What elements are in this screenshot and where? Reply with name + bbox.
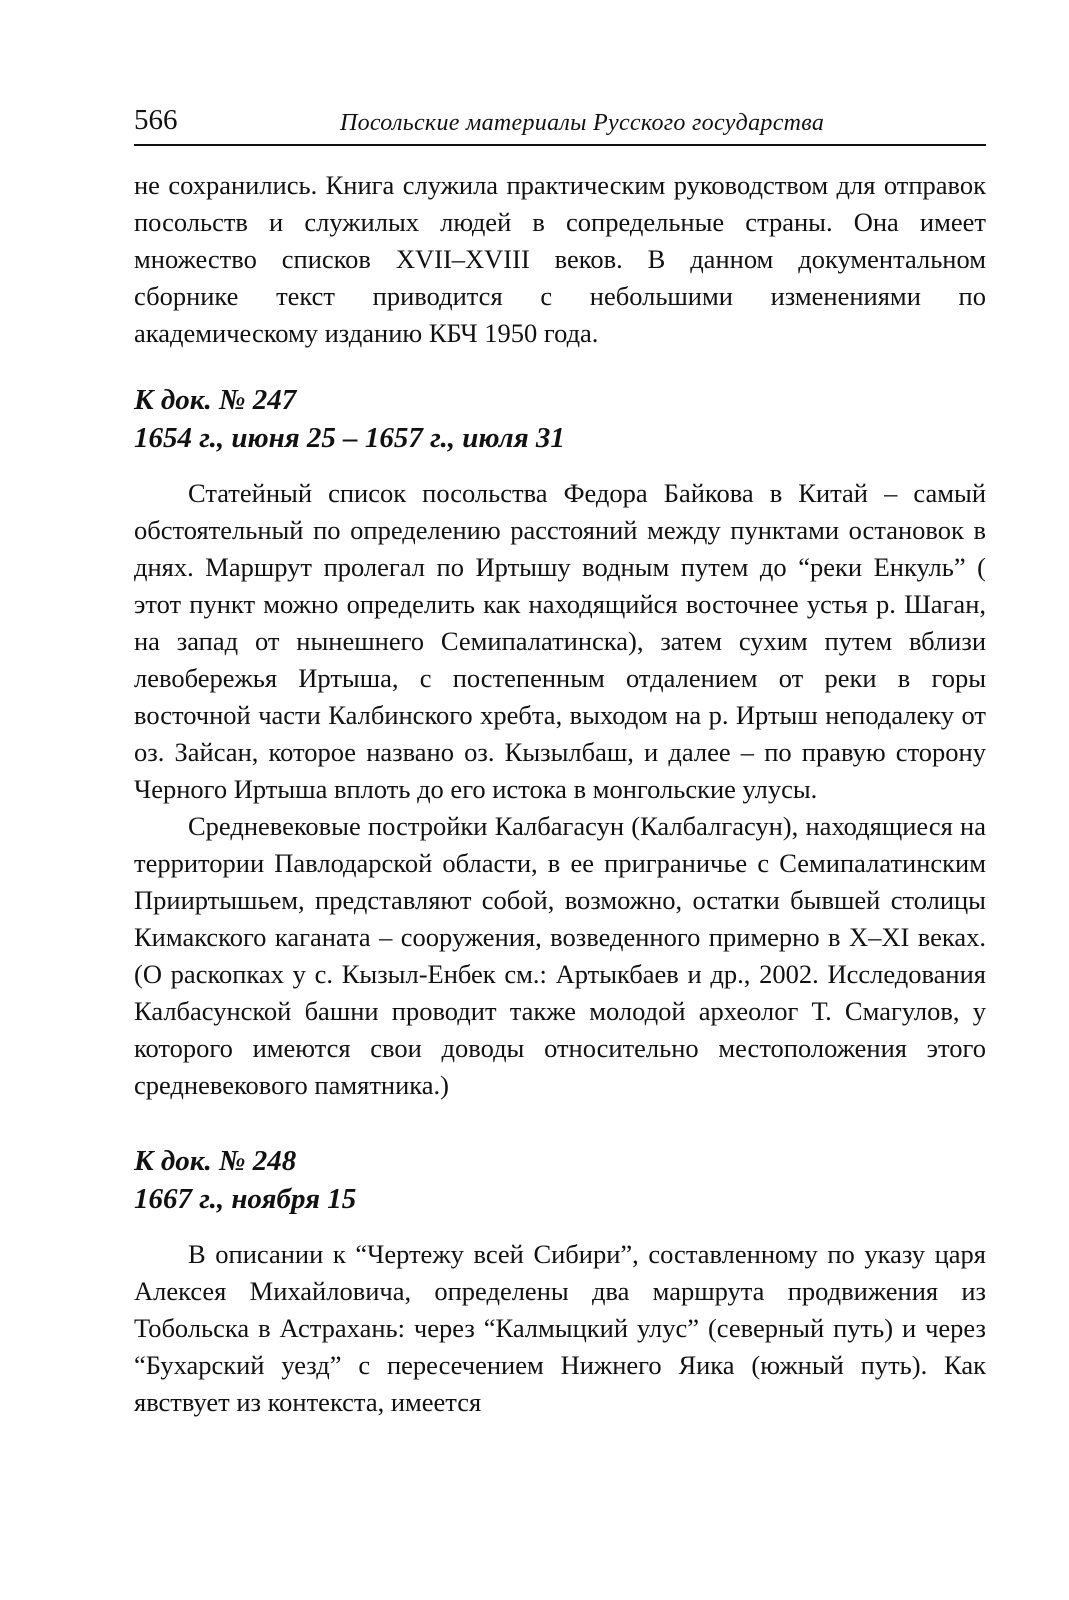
book-page <box>134 100 986 1421</box>
running-header <box>134 100 986 146</box>
heading-doc-number: К док. № 248 <box>134 1145 297 1177</box>
page-number: 566 <box>134 104 178 136</box>
section-heading-doc-247 <box>134 381 986 457</box>
paragraph-kalbagasun: Средневековые постройки Калбагасун (Калбалгасун), находящиеся на территории Павлодарской области, в ее приграничье с Семипалатинским Прииртышьем, представляют собой, возможно, остатки бывшей столицы Кимакского каганата – сооружения, возведенного примерно в X–XI веках. (О раскопках у с. Кызыл-Енбек см.: Артыкбаев и др., 2002. Исследования Калбасунской башни проводит также молодой археолог Т. Смагулов, у которого имеются свои доводы относительно местоположения этого средневекового памятника.) <box>134 811 986 1100</box>
paragraph-siberia-map: В описании к “Чертежу всей Сибири”, составленному по указу царя Алексея Михайловича, определены два маршрута продвижения из Тобольска в Астрахань: через “Калмыцкий улус” (северный путь) и через “Бухарский уезд” с пересечением Нижнего Яика (южный путь). Как явствует из контекста, имеется <box>134 1239 986 1417</box>
heading-date: 1667 г., ноября 15 <box>134 1183 357 1215</box>
running-title: Посольские материалы Русского государства <box>340 110 825 136</box>
section-heading-doc-248 <box>134 1142 986 1218</box>
heading-doc-number: К док. № 247 <box>134 384 297 416</box>
intro-paragraph: не сохранились. Книга служила практическим руководством для отправок посольств и служилых людей в сопредельные страны. Она имеет множество списков XVII–XVIII веков. В данном документальном сборнике текст приводится с небольшими изменениями по академическому изданию КБЧ 1950 года. <box>134 170 986 348</box>
paragraph-baikov-embassy: Статейный список посольства Федора Байкова в Китай – самый обстоятельный по определению расстояний между пунктами остановок в днях. Маршрут пролегал по Иртышу водным путем до “реки Енкуль” ( этот пункт можно определить как находящийся восточнее устья р. Шаган, на запад от нынешнего Семипалатинска), затем сухим путем вблизи левобережья Иртыша, с постепенным отдалением от реки в горы восточной части Калбинского хребта, выходом на р. Иртыш неподалеку от оз. Зайсан, которое названо оз. Кызылбаш, и далее – по правую сторону Черного Иртыша вплоть до его истока в монгольские улусы. <box>134 478 986 804</box>
heading-date: 1654 г., июня 25 – 1657 г., июля 31 <box>134 422 565 454</box>
